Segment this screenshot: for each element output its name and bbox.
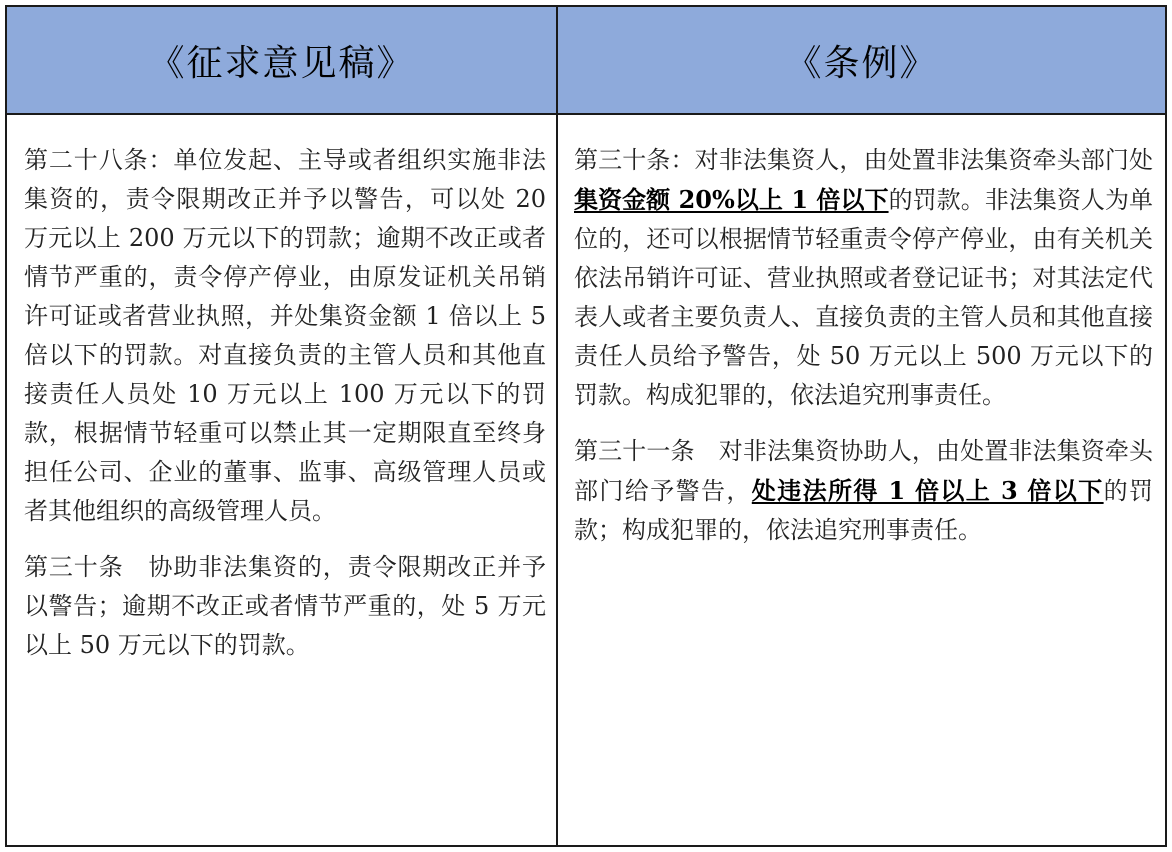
header-right-title: 《条例》 bbox=[785, 42, 938, 84]
comparison-table bbox=[5, 5, 1167, 847]
right-article-31 bbox=[574, 432, 1153, 550]
right-article-31-highlight: 处违法所得 1 倍以上 3 倍以下 bbox=[751, 476, 1104, 505]
right-article-31-text-after: 的罚款；构成犯罪的，依法追究刑事责任。 bbox=[574, 477, 1154, 544]
left-article-28: 第二十八条：单位发起、主导或者组织实施非法集资的，责令限期改正并予以警告，可以处 20 万元以上 200 万元以下的罚款；逾期不改正或者情节严重的，责令停产停业，由原发证机关吊销许可证或者营业执照，并处集资金额 1 倍以上 5 倍以下的罚款。对直接负责的主管人员和其他直接责任人员处 10 万元以上 100 万元以下的罚款，根据情节轻重可以禁止其一定期限直至终身担任公司、企业的董事、监事、高级管理人员或者其他组织的高级管理人员。 bbox=[24, 146, 546, 525]
right-content-cell bbox=[558, 115, 1165, 845]
right-article-30-highlight: 集资金额 20%以上 1 倍以下 bbox=[574, 185, 889, 214]
right-article-30 bbox=[574, 141, 1153, 415]
header-left bbox=[7, 7, 558, 115]
right-article-31-text-before: 第三十一条 对非法集资协助人，由处置非法集资牵头部门给予警告， bbox=[574, 437, 1153, 505]
right-article-30-text-before: 第三十条：对非法集资人，由处置非法集资牵头部门处 bbox=[574, 146, 1153, 174]
header-right bbox=[558, 7, 1165, 115]
left-content-cell bbox=[7, 115, 558, 845]
header-left-title: 《征求意见稿》 bbox=[148, 42, 415, 84]
left-article-30: 第三十条 协助非法集资的，责令限期改正并予以警告；逾期不改正或者情节严重的，处 5 万元以上 50 万元以下的罚款。 bbox=[24, 553, 546, 659]
right-article-30-text-after: 的罚款。非法集资人为单位的，还可以根据情节轻重责令停产停业，由有关机关依法吊销许可证、营业执照或者登记证书；对其法定代表人或者主要负责人、直接负责的主管人员和其他直接责任人员给予警告，处 50 万元以上 500 万元以下的罚款。构成犯罪的，依法追究刑事责任。 bbox=[574, 186, 1154, 409]
